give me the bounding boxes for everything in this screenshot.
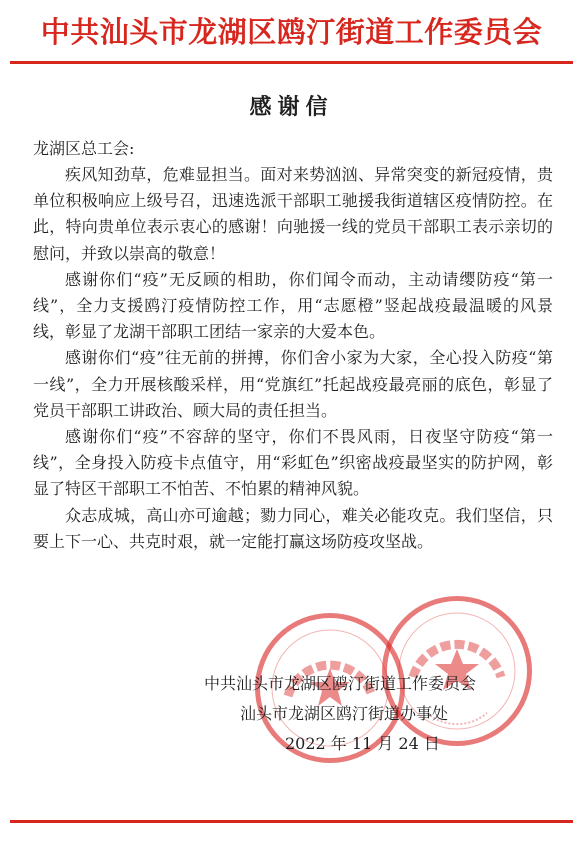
letterhead-divider [10,61,573,64]
salutation: 龙湖区总工会: [33,139,135,158]
paragraph-1: 疾风知劲草，危难显担当。面对来势汹汹、异常突变的新冠疫情，贵单位积极响应上级号召，迅速选派干部职工驰援我街道辖区疫情防控。在此，特向贵单位表示衷心的感谢！向驰援一线的党员干部职工表示亲切的慰问，并致以崇高的敬意！ [33,165,553,263]
signature-org-party-committee: 中共汕头市龙湖区鸥汀街道工作委员会 [204,674,477,693]
paragraph-5: 众志成城，高山亦可逾越；勠力同心，难关必能攻克。我们坚信，只要上下一心、共克时艰，就一定能打赢这场防疫攻坚战。 [33,505,553,551]
paragraph-4: 感谢你们“疫”不容辞的坚守，你们不畏风雨，日夜坚守防疫“第一线”，全身投入防疫卡点值守，用“彩虹色”织密战疫最坚实的防护网，彰显了特区干部职工不怕苦、不怕累的精神风貌。 [33,427,553,499]
paragraph-3: 感谢你们“疫”往无前的拼搏，你们舍小家为大家，全心投入防疫“第一线”，全力开展核酸采样，用“党旗红”托起战疫最亮丽的底色，彰显了党员干部职工讲政治、顾大局的责任担当。 [33,348,553,420]
document-title: 感谢信 [249,95,334,120]
signature-date: 2022 年 11 月 24 日 [285,734,440,753]
footer-divider [10,820,573,823]
letterhead-title: 中共汕头市龙湖区鸥汀街道工作委员会 [40,15,543,49]
paragraph-2: 感谢你们“疫”无反顾的相助，你们闻令而动，主动请缨防疫“第一线”，全力支援鸥汀疫情防控工作，用“志愿橙”竖起战疫最温暖的风景线，彰显了龙湖干部职工团结一家亲的大爱本色。 [33,269,553,342]
letter-body [33,162,553,555]
signature-org-office: 汕头市龙湖区鸥汀街道办事处 [240,704,449,723]
